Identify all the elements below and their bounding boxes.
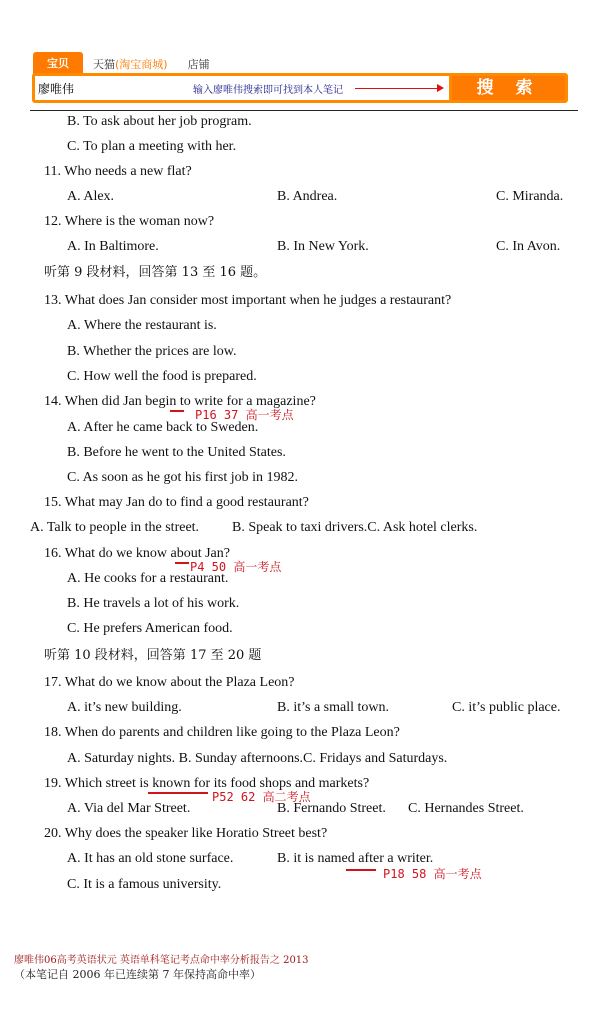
option: A. He cooks for a restaurant. <box>67 571 229 586</box>
option: A. Via del Mar Street. <box>67 801 191 816</box>
option: C. In Avon. <box>496 239 561 254</box>
question: 16. What do we know about Jan? <box>44 546 230 561</box>
option: B. In New York. <box>277 239 369 254</box>
tab-tmall-label: 天猫 <box>93 58 115 71</box>
annotation-note: P52 62 高二考点 <box>212 790 311 804</box>
section-heading: 听第 9 段材料，回答第 13 至 16 题。 <box>44 265 267 280</box>
option: C. How well the food is prepared. <box>67 369 257 384</box>
option: C. He prefers American food. <box>67 621 233 636</box>
annotation-note: P18 58 高一考点 <box>383 867 482 881</box>
question: 15. What may Jan do to find a good restaurant? <box>44 495 309 510</box>
option: C. Hernandes Street. <box>408 801 524 816</box>
footer-title: 廖唯伟06高考英语状元 英语单科笔记考点命中率分析报告之 2013 <box>14 955 309 966</box>
tab-tmall[interactable] <box>83 54 178 74</box>
option: A. Talk to people in the street. <box>30 520 200 535</box>
annotation-note: P16 37 高一考点 <box>195 408 294 422</box>
option: B. To ask about her job program. <box>67 114 252 129</box>
annotation-note: P4 50 高一考点 <box>190 560 282 574</box>
option: A. In Baltimore. <box>67 239 159 254</box>
question: 20. Why does the speaker like Horatio Street best? <box>44 826 328 841</box>
option: A. Alex. <box>67 189 115 204</box>
option: B. Andrea. <box>277 189 338 204</box>
annotation-underline <box>346 869 376 871</box>
search-button[interactable]: 搜 索 <box>452 76 565 100</box>
option: C. To plan a meeting with her. <box>67 139 237 154</box>
question: 14. When did Jan begin to write for a magazine? <box>44 394 316 409</box>
question: 17. What do we know about the Plaza Leon? <box>44 675 295 690</box>
divider <box>30 110 578 111</box>
search-hint: 输入廖唯伟搜索即可找到本人笔记 <box>193 85 343 96</box>
tab-shop[interactable]: 店铺 <box>187 58 210 71</box>
question: 11. Who needs a new flat? <box>44 164 192 179</box>
option: A. It has an old stone surface. <box>67 851 234 866</box>
option: A. After he came back to Sweden. <box>67 420 259 435</box>
annotation-underline <box>170 410 184 412</box>
tab-baobei[interactable]: 宝贝 <box>33 52 83 74</box>
option: B. it’s a small town. <box>277 700 389 715</box>
search-tabs <box>33 54 220 74</box>
tab-tmall-sub: (淘宝商城) <box>115 58 168 71</box>
option: C. As soon as he got his first job in 1982. <box>67 470 299 485</box>
option: C. it’s public place. <box>452 700 561 715</box>
option: B. it is named after a writer. <box>277 851 434 866</box>
option: C. Miranda. <box>496 189 564 204</box>
option: B. He travels a lot of his work. <box>67 596 240 611</box>
footer-note: （本笔记自 2006 年已连续第 7 年保持高命中率） <box>14 968 261 981</box>
option: C. It is a famous university. <box>67 877 222 892</box>
option: B. Before he went to the United States. <box>67 445 286 460</box>
question: 18. When do parents and children like going to the Plaza Leon? <box>44 725 400 740</box>
question: 12. Where is the woman now? <box>44 214 215 229</box>
option: B. Fernando Street. <box>277 801 386 816</box>
section-heading: 听第 10 段材料，回答第 17 至 20 题 <box>44 648 262 663</box>
annotation-underline <box>175 562 189 564</box>
search-value: 廖唯伟 <box>38 82 75 96</box>
option: B. Whether the prices are low. <box>67 344 237 359</box>
option: A. Where the restaurant is. <box>67 318 217 333</box>
option: A. it’s new building. <box>67 700 182 715</box>
arrow-right-icon <box>355 88 442 89</box>
question: 19. Which street is known for its food shops and markets? <box>44 776 370 791</box>
annotation-underline <box>148 792 208 794</box>
option: A. Saturday nights. B. Sunday afternoons.C. Fridays and Saturdays. <box>67 751 448 766</box>
option: B. Speak to taxi drivers.C. Ask hotel clerks. <box>232 520 478 535</box>
question: 13. What does Jan consider most important when he judges a restaurant? <box>44 293 452 308</box>
